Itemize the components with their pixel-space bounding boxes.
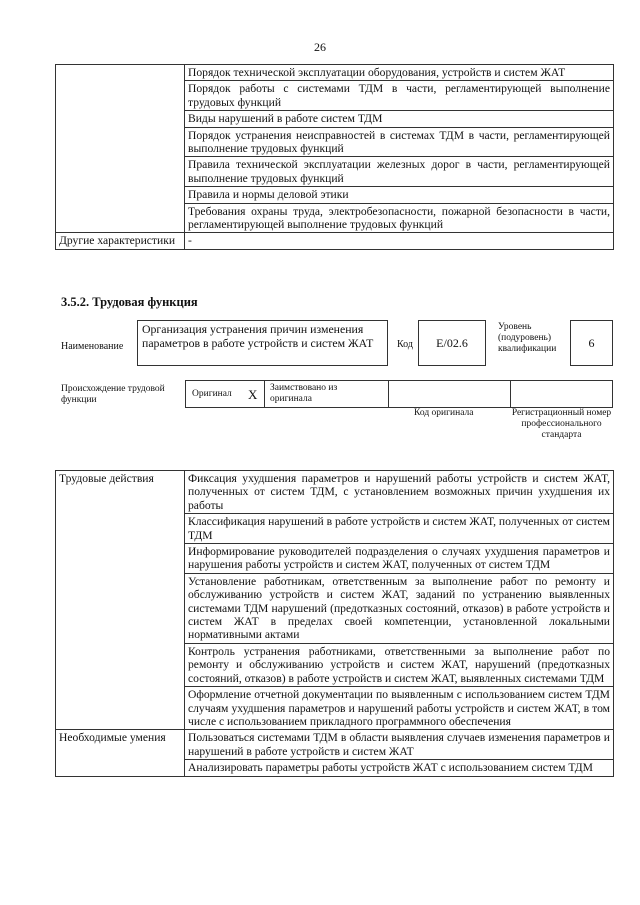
original-mark: X	[248, 387, 258, 402]
actions-table	[55, 470, 614, 777]
code-box	[418, 320, 486, 366]
action-item: Классификация нарушений в работе устройств и систем ЖАТ, полученных от систем ТДМ	[185, 514, 614, 544]
section-heading: 3.5.2. Трудовая функция	[61, 295, 198, 309]
action-item: Информирование руководителей подразделения о случаях ухудшения параметров и нарушения работы устройств и систем ЖАТ, полученных от систем ТДМ	[185, 544, 614, 574]
knowledge-item: Виды нарушений в работе систем ТДМ	[185, 111, 614, 127]
level-label: Уровень (подуровень) квалификации	[498, 322, 557, 354]
knowledge-table	[55, 64, 614, 250]
table-row	[56, 233, 614, 249]
other-characteristics-value: -	[185, 233, 614, 249]
borrowed-label: Заимствовано из оригинала	[270, 383, 338, 404]
skill-item: Анализировать параметры работы устройств ЖАТ с использованием систем ТДМ	[185, 760, 614, 776]
code-label: Код	[397, 339, 413, 350]
table-row	[56, 730, 614, 760]
origin-label: Происхождение трудовой функции	[61, 384, 165, 405]
name-label: Наименование	[61, 341, 124, 352]
other-characteristics-label: Другие характеристики	[56, 233, 185, 249]
reg-number-label: Регистрационный номер профессионального стандарта	[511, 408, 612, 440]
original-label: Оригинал	[192, 389, 232, 399]
action-item: Установление работникам, ответственным за выполнение работ по ремонту и обслуживанию устройств и систем ЖАТ, заданий по устранению выявленных системами ТДМ нарушений (предотказных состояний, отказов) в работе устройств и систем ЖАТ в пределах своей компетенции, установленной локальными нормативными актами	[185, 573, 614, 643]
function-name-box	[137, 320, 388, 366]
table-row	[56, 471, 614, 514]
function-name-value: Организация устранения причин изменения параметров в работе устройств и систем ЖАТ	[142, 322, 374, 350]
origin-divider	[510, 380, 511, 408]
level-box	[570, 320, 613, 366]
knowledge-item: Требования охраны труда, электробезопасности, пожарной безопасности в части, регламентирующей выполнение трудовых функций	[185, 203, 614, 233]
action-item: Контроль устранения работниками, ответственными за выполнение работ по ремонту и обслуживанию устройств и систем ЖАТ, нарушений (предотказных состояний, отказов) в работе устройств и систем ЖАТ, выявленных системами ТДМ	[185, 643, 614, 686]
code-original-label: Код оригинала	[414, 408, 474, 418]
code-value: E/02.6	[436, 335, 468, 350]
origin-divider	[388, 380, 389, 408]
action-item: Фиксация ухудшения параметров и нарушений работы устройств и систем ЖАТ, полученных от систем ТДМ, с установлением возможных причин ухудшения их работы	[185, 471, 614, 514]
table-row	[56, 65, 614, 81]
skills-label: Необходимые умения	[56, 730, 185, 776]
knowledge-label-cell	[56, 65, 185, 233]
knowledge-item: Порядок устранения неисправностей в системах ТДМ в части, регламентирующей выполнение трудовых функций	[185, 127, 614, 157]
knowledge-item: Порядок технической эксплуатации оборудования, устройств и систем ЖАТ	[185, 65, 614, 81]
skill-item: Пользоваться системами ТДМ в области выявления случаев изменения параметров и нарушений в работе устройств и систем ЖАТ	[185, 730, 614, 760]
knowledge-item: Порядок работы с системами ТДМ в части, регламентирующей выполнение трудовых функций	[185, 81, 614, 111]
actions-label: Трудовые действия	[56, 471, 185, 730]
knowledge-item: Правила технической эксплуатации железных дорог в части, регламентирующей выполнение трудовых функций	[185, 157, 614, 187]
action-item: Оформление отчетной документации по выявленным с использованием систем ТДМ случаям ухудшения параметров и нарушений работы устройств и систем ЖАТ, в том числе с использованием прикладного программного обеспечения	[185, 687, 614, 730]
page-number: 26	[314, 40, 326, 54]
knowledge-item: Правила и нормы деловой этики	[185, 187, 614, 203]
level-value: 6	[588, 335, 595, 350]
